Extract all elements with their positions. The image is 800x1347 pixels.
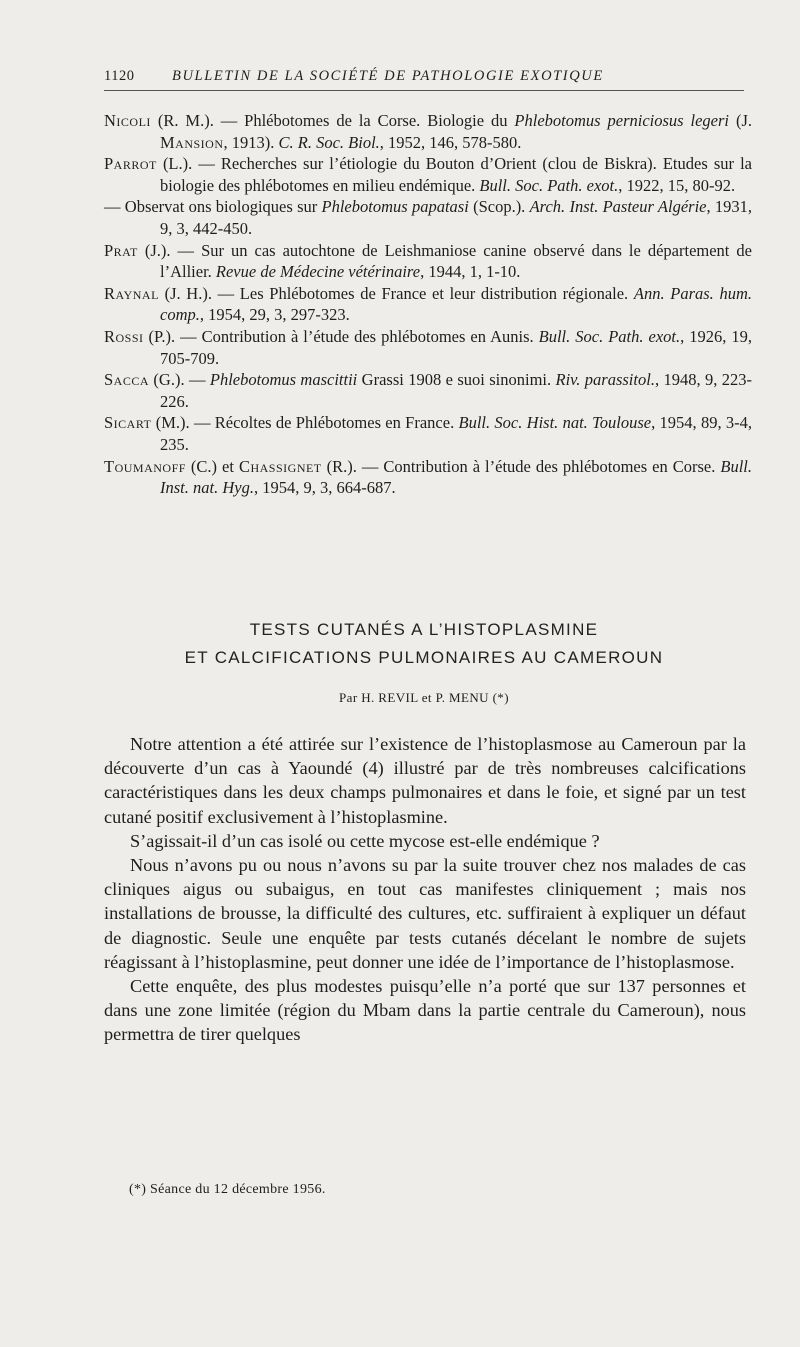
body-paragraph: Cette enquête, des plus modestes puisqu’elle n’a porté que sur 137 personnes et dans une zone limitée (région du Mbam dans la partie centrale du Cameroun), nous permettra de tirer quelques <box>104 976 746 1045</box>
journal-title: BULLETIN DE LA SOCIÉTÉ DE PATHOLOGIE EXOTIQUE <box>172 68 604 84</box>
reference-item: — Observat ons biologiques sur Phlebotomus papatasi (Scop.). Arch. Inst. Pasteur Algérie, 1931, 9, 3, 442-450. <box>104 197 753 238</box>
article-authors: Par H. REVIL et P. MENU (*) <box>339 690 509 705</box>
reference-item: Prat (J.). — Sur un cas autochtone de Leishmaniose canine observé dans le département de l’Allier. Revue de Médecine vétérinaire, 1944, 1, 1-10. <box>104 240 752 282</box>
reference-item: Nicoli (R. M.). — Phlébotomes de la Corse. Biologie du Phlebotomus perniciosus legeri (J. Mansion, 1913). C. R. Soc. Biol., 1952, 146, 578-580. <box>104 111 752 152</box>
body-paragraph: S’agissait-il d’un cas isolé ou cette mycose est-elle endémique ? <box>130 830 600 851</box>
reference-item: Sacca (G.). — Phlebotomus mascittii Grassi 1908 e suoi sinonimi. Riv. parassitol., 1948, 9, 223-226. <box>104 370 753 411</box>
reference-list <box>104 110 752 499</box>
body-paragraph: Notre attention a été attirée sur l’existence de l’histoplasmose au Cameroun par la découverte d’un cas à Yaoundé (4) illustré par de très nombreuses calcifications caractéristiques dans les deux champs pulmonaires et dans le foie, et signé par un test cutané positif exclusivement à l’histoplasmine. <box>104 734 746 827</box>
reference-item: Parrot (L.). — Recherches sur l’étiologie du Bouton d’Orient (clou de Biskra). Etudes sur la biologie des phlébotomes en milieu endémique. Bull. Soc. Path. exot., 1922, 15, 80-92. <box>104 154 752 195</box>
reference-item: Sicart (M.). — Récoltes de Phlébotomes en France. Bull. Soc. Hist. nat. Toulouse, 1954, 89, 3-4, 235. <box>104 413 753 454</box>
article-title-line-1: TESTS CUTANÉS A L’HISTOPLASMINE <box>249 620 599 639</box>
reference-item: Toumanoff (C.) et Chassignet (R.). — Contribution à l’étude des phlébotomes en Corse. Bull. Inst. nat. Hyg., 1954, 9, 3, 664-687. <box>104 456 752 498</box>
reference-item: Raynal (J. H.). — Les Phlébotomes de France et leur distribution régionale. Ann. Paras. hum. comp., 1954, 29, 3, 297-323. <box>104 283 752 325</box>
reference-item: Rossi (P.). — Contribution à l’étude des phlébotomes en Aunis. Bull. Soc. Path. exot., 1926, 19, 705-709. <box>104 326 753 368</box>
footnote: (*) Séance du 12 décembre 1956. <box>129 1182 326 1197</box>
article-body <box>104 732 746 1047</box>
article-title-line-2: ET CALCIFICATIONS PULMONAIRES AU CAMEROUN <box>184 648 664 667</box>
running-header <box>104 68 744 91</box>
body-paragraph: Nous n’avons pu ou nous n’avons su par la suite trouver chez nos malades de cas cliniques aigus ou subaigus, en tout cas manifestes cliniquement ; mais nos installations de brousse, la difficulté des cultures, etc. suffiraient à expliquer un défaut de diagnostic. Seule une enquête par tests cutanés décelant le nombre de sujets réagissant à l’histoplasmine, peut donner une idée de l’importance de l’histoplasmose. <box>104 855 746 972</box>
page-number: 1120 <box>104 68 135 84</box>
